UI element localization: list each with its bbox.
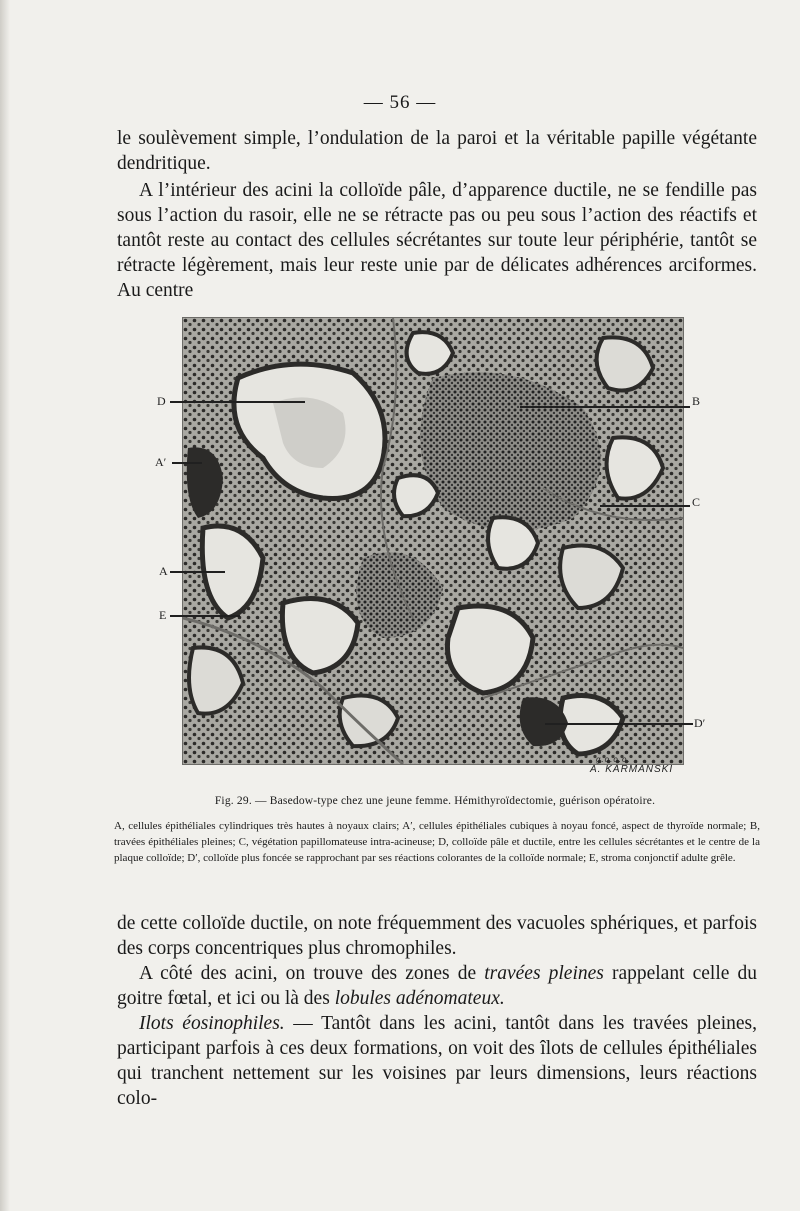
thyroid-micrograph-illustration [183, 318, 683, 764]
figure-label-a: A [159, 564, 168, 578]
page-binding-shadow [0, 0, 10, 1211]
figure-label-b: B [692, 394, 701, 408]
artist-signature-name: A. KARMANSKI [590, 764, 674, 775]
leader-line-d-prime [545, 723, 693, 725]
paragraph-4-text-a: A côté des acini, on trouve des zones de [139, 963, 485, 984]
paragraph-5-text: — Tantôt dans les acini, tantôt dans les travées pleines, participant parfois à ces deux formations, on voit des îlots de cellules épithéliales qui tranchent nettement sur les voisines par leurs dimensions, leurs réactions colo- [117, 1013, 757, 1109]
artist-signature-mark: g.o.o.o. [596, 755, 631, 764]
paragraph-4 [117, 961, 757, 1011]
artist-signature [590, 755, 673, 775]
paragraph-4-text-b: rappelant celle du goitre fœtal, et ici ou là des [117, 963, 757, 1009]
leader-line-a [170, 571, 225, 573]
figure-label-a-prime: A′ [155, 455, 167, 469]
leader-line-b [520, 406, 690, 408]
figure-label-d-prime: D′ [694, 716, 706, 730]
histology-figure [182, 317, 684, 765]
leader-line-a-prime [172, 462, 202, 464]
figure-label-c: C [692, 495, 701, 509]
leader-line-d [170, 401, 305, 403]
paragraph-5 [117, 1011, 757, 1111]
figure-label-d: D [157, 394, 166, 408]
figure-caption-body: A, cellules épithéliales cylindriques très hautes à noyaux clairs; A′, cellules épithéliales cubiques à noyau foncé, aspect de thyroïde normale; B, travées épithéliales pleines; C, végétation papillomateuse intra-acineuse; D, colloïde pâle et ductile, entre les cellules sécrétantes et le centre de la plaque colloïde; D′, colloïde plus foncée se rapprochant par ses réactions colorantes de la colloïde normale; E, stroma conjonctif adulte grêle. [114, 820, 760, 864]
section-heading-ilots-eosinophiles: Ilots éosinophiles. [139, 1013, 285, 1034]
paragraph-2: A l’intérieur des acini la colloïde pâle, d’apparence ductile, ne se fendille pas sous l’action du rasoir, elle ne se rétracte pas ou peu sous l’action des réactifs et tantôt reste au contact des cellules sécrétantes sur toute leur périphérie, tantôt se rétracte légèrement, mais leur reste unie par de délicates adhérences arciformes. Au centre [117, 180, 757, 301]
paragraph-1: le soulèvement simple, l’ondulation de la paroi et la véritable papille végétante dendritique. [117, 128, 757, 174]
term-lobules-adenomateux: lobules adénomateux. [334, 988, 505, 1009]
term-travees-pleines: travées pleines [484, 963, 604, 984]
leader-line-c [600, 505, 690, 507]
figure-label-e: E [159, 608, 167, 622]
page-number: — 56 — [363, 92, 437, 113]
figure-caption-title: Fig. 29. — Basedow-type chez une jeune femme. Hémithyroïdectomie, guérison opératoire. [214, 795, 656, 807]
leader-line-e [170, 615, 240, 617]
paragraph-3: de cette colloïde ductile, on note fréquemment des vacuoles sphériques, et parfois des corps concentriques plus chromophiles. [117, 913, 757, 959]
